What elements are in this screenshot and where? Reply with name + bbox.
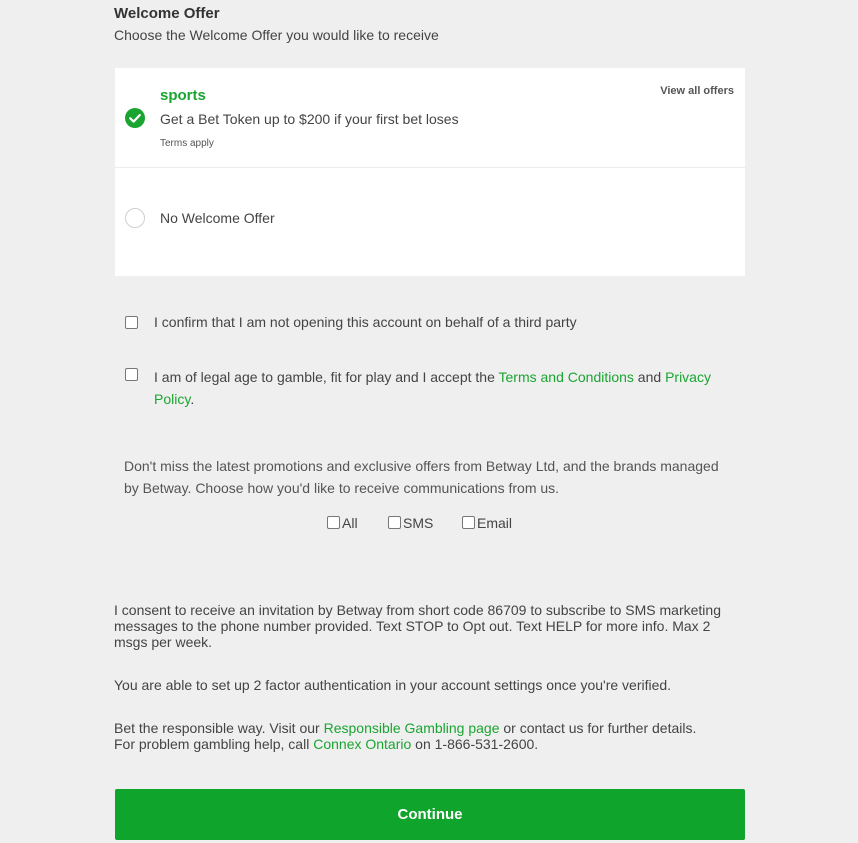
offer-name: sports [160, 87, 206, 104]
option-sms[interactable] [388, 515, 433, 531]
responsible-gambling-text [114, 720, 734, 752]
email-label: Email [477, 515, 513, 531]
no-offer-label: No Welcome Offer [160, 210, 275, 226]
responsible-gambling-link[interactable]: Responsible Gambling page [323, 720, 500, 736]
offer-description: Get a Bet Token up to $200 if your first bet loses [160, 111, 459, 127]
problem-suffix: on 1-866-531-2600. [411, 736, 539, 752]
privacy-policy-link[interactable]: Privacy Policy [154, 369, 711, 407]
email-checkbox[interactable] [462, 516, 475, 529]
problem-prefix: For problem gambling help, call [114, 736, 314, 752]
and-text: and [633, 369, 666, 385]
no-offer-radio[interactable] [125, 208, 145, 228]
period-text: . [190, 391, 195, 407]
offer-terms: Terms apply [160, 138, 214, 149]
legal-age-text: I am of legal age to gamble, fit for play and I accept the [154, 369, 499, 385]
all-label: All [342, 515, 358, 531]
sms-checkbox[interactable] [388, 516, 401, 529]
page-title: Welcome Offer [114, 5, 220, 22]
offer-divider [115, 167, 745, 168]
legal-age-checkbox[interactable] [125, 368, 138, 381]
responsible-prefix: Bet the responsible way. Visit our [114, 720, 324, 736]
third-party-checkbox[interactable] [125, 316, 138, 329]
two-factor-text: You are able to set up 2 factor authentication in your account settings once you're verified. [114, 677, 672, 693]
promotions-text: Don't miss the latest promotions and exclusive offers from Betway Ltd, and the brands managed by Betway. Choose how you'd like to receive communications from us. [124, 458, 719, 496]
third-party-label: I confirm that I am not opening this account on behalf of a third party [154, 314, 577, 330]
connex-ontario-link[interactable]: Connex Ontario [313, 736, 412, 752]
sms-label: SMS [403, 515, 434, 531]
legal-age-label [154, 366, 724, 410]
sms-consent-text: I consent to receive an invitation by Betway from short code 86709 to subscribe to SMS marketing messages to the phone number provided. Text STOP to Opt out. Text HELP for more info. Max 2 msgs per week. [114, 602, 721, 650]
check-circle-icon[interactable] [125, 108, 145, 128]
view-all-offers-link[interactable]: View all offers [660, 85, 734, 97]
option-all[interactable] [327, 515, 358, 531]
welcome-offer-card [115, 68, 745, 276]
continue-button[interactable]: Continue [115, 789, 745, 840]
page-subtitle: Choose the Welcome Offer you would like to receive [114, 27, 439, 43]
all-checkbox[interactable] [327, 516, 340, 529]
responsible-suffix: or contact us for further details. [499, 720, 697, 736]
terms-and-conditions-link[interactable]: Terms and Conditions [498, 369, 634, 385]
option-email[interactable] [462, 515, 512, 531]
